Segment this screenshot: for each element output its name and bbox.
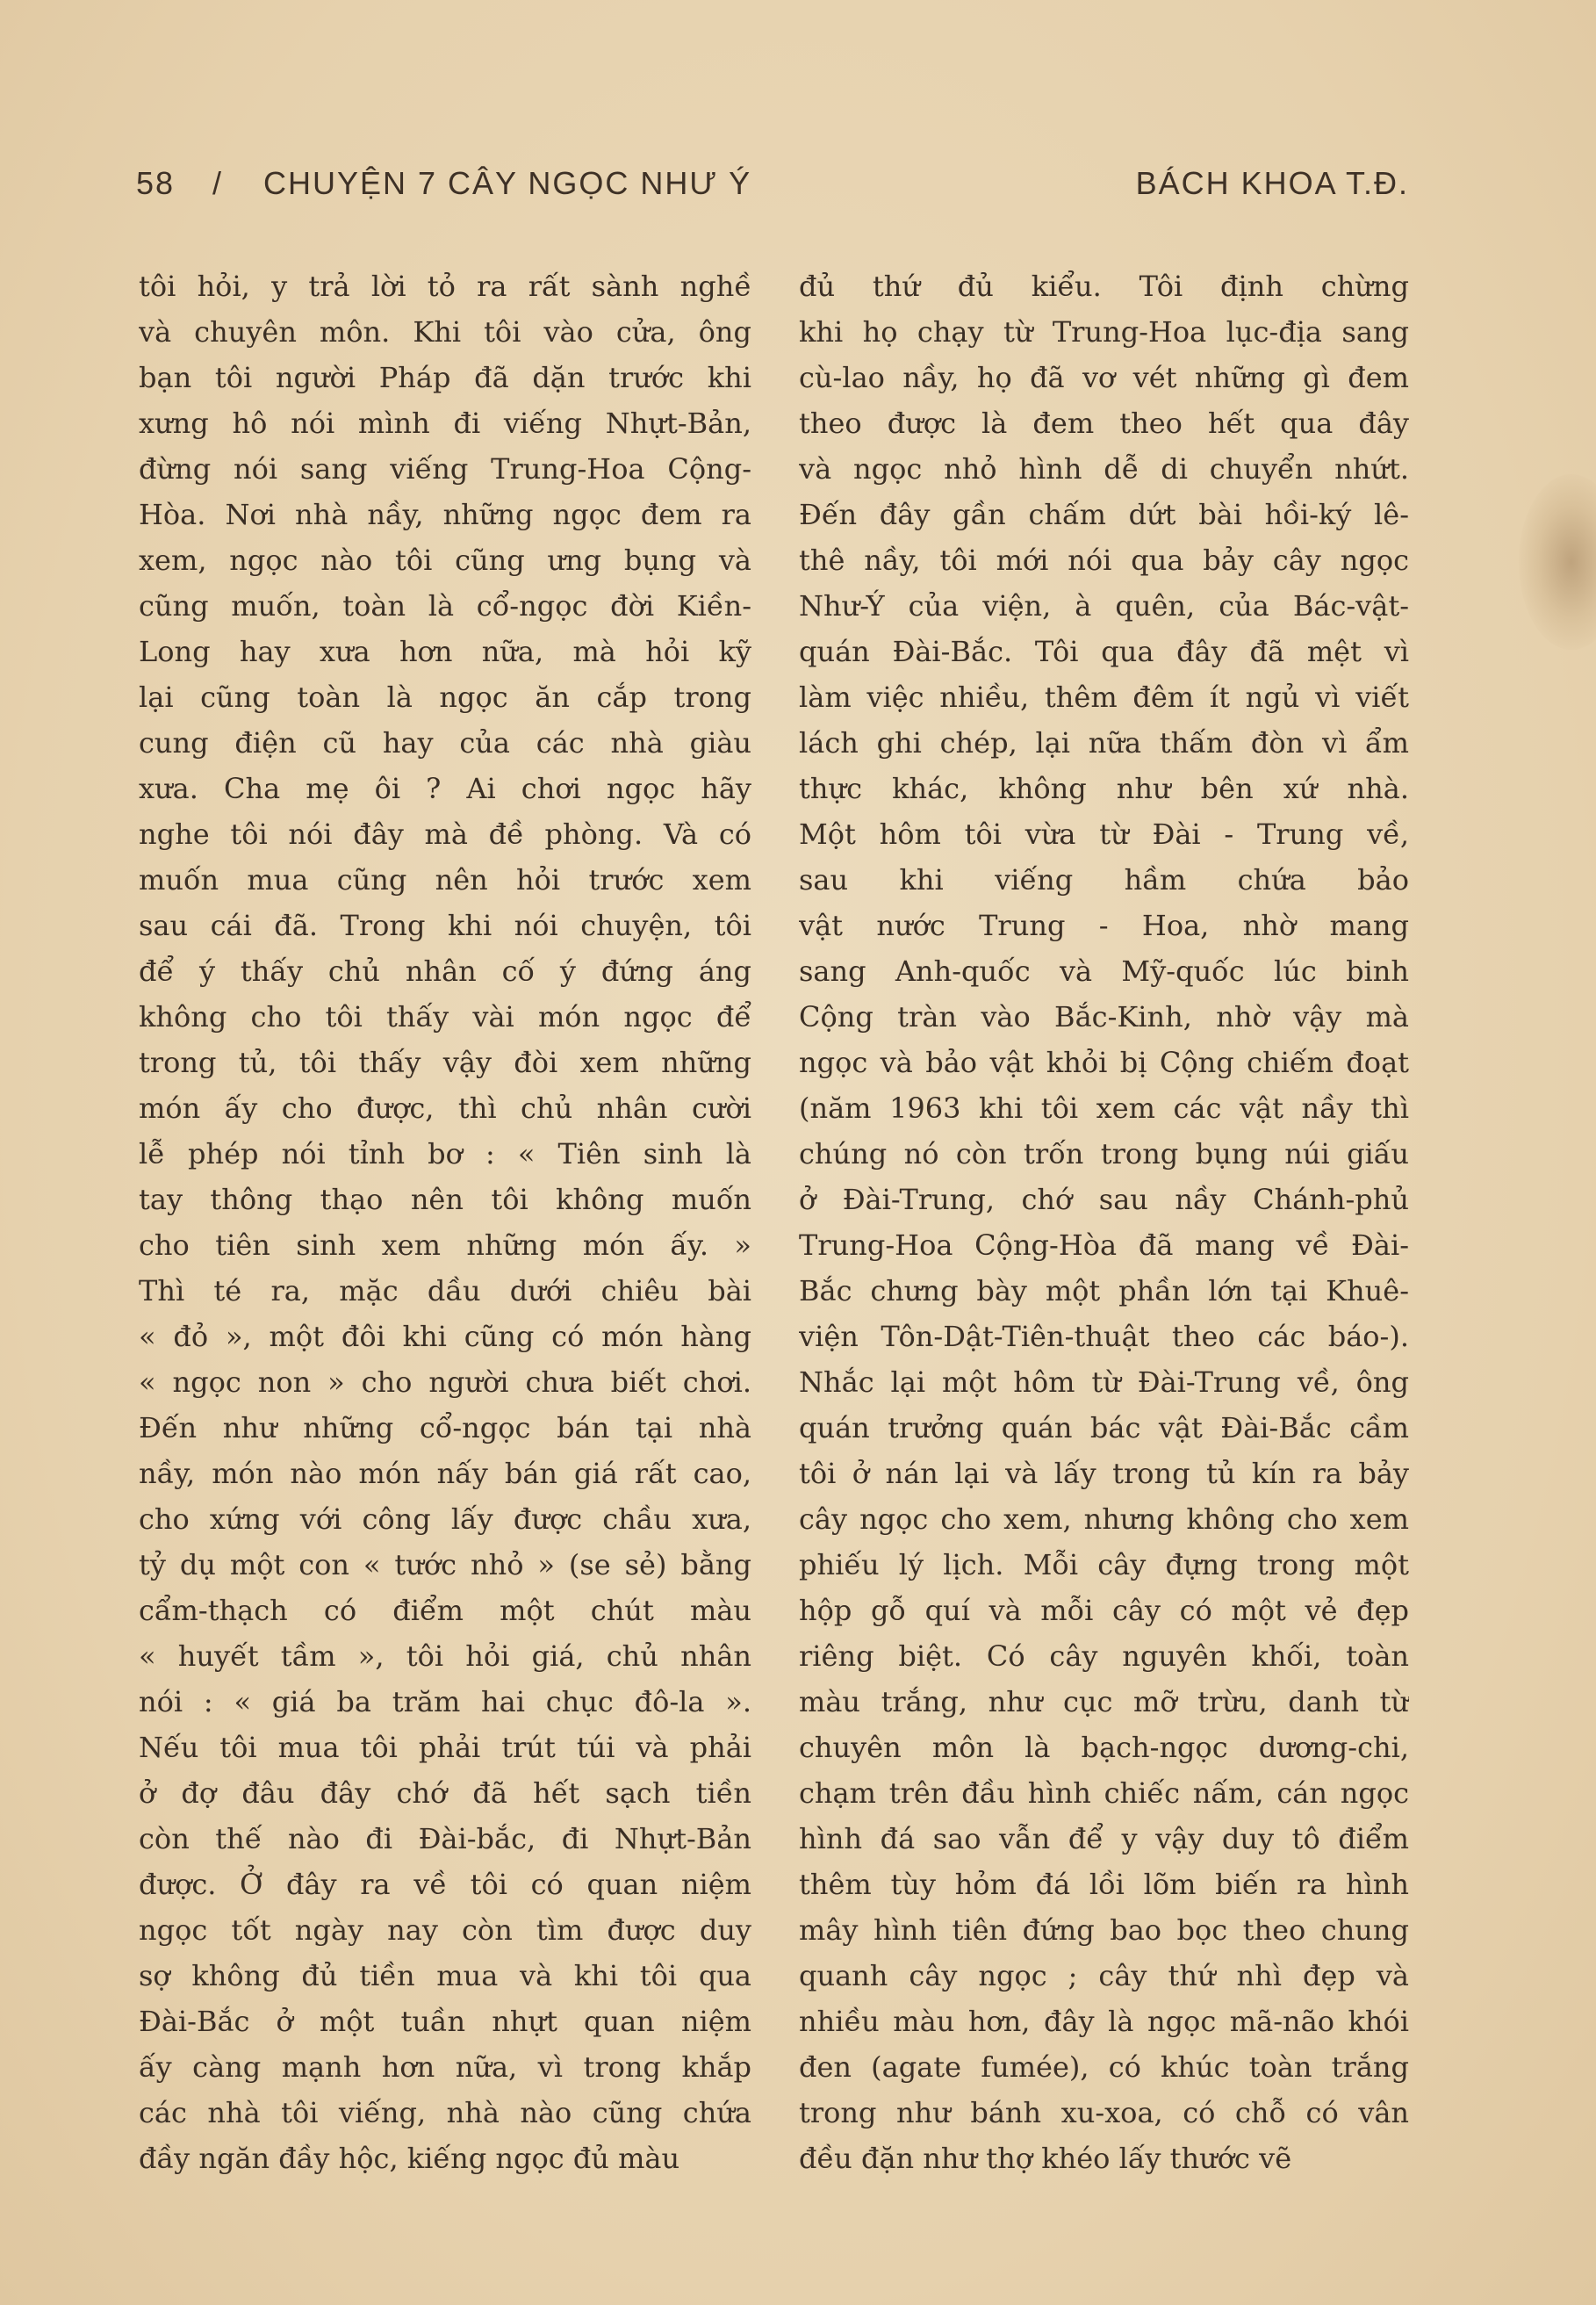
text-line: cung điện cũ hay của các nhà giàu	[139, 726, 751, 760]
text-line: màu trắng, như cục mỡ trừu, danh từ	[799, 1685, 1409, 1718]
text-line: Hòa. Nơi nhà nầy, những ngọc đem ra	[139, 498, 751, 531]
text-line: cù-lao nầy, họ đã vơ vét những gì đem	[799, 361, 1409, 394]
text-line: nghe tôi nói đây mà đề phòng. Và có	[139, 818, 751, 851]
text-line: và ngọc nhỏ hình dễ di chuyển nhứt.	[799, 452, 1409, 486]
text-line: vật nước Trung - Hoa, nhờ mang	[799, 909, 1409, 942]
text-line: không cho tôi thấy vài món ngọc để	[139, 1000, 751, 1034]
text-line: chúng nó còn trốn trong bụng núi giấu	[799, 1137, 1409, 1171]
text-line: mây hình tiên đứng bao bọc theo chung	[799, 1913, 1409, 1947]
left-column	[139, 263, 751, 2178]
text-line: các nhà tôi viếng, nhà nào cũng chứa	[139, 2096, 751, 2129]
text-line: ấy càng mạnh hơn nữa, vì trong khắp	[139, 2050, 751, 2084]
text-line: sợ không đủ tiền mua và khi tôi qua	[139, 1959, 751, 1992]
text-line: đầy ngăn đầy hộc, kiếng ngọc đủ màu	[139, 2142, 680, 2175]
text-line: Nhắc lại một hôm từ Đài-Trung về, ông	[799, 1365, 1409, 1399]
text-line: còn thế nào đi Đài-bắc, đi Nhựt-Bản	[139, 1822, 751, 1855]
text-line: nầy, món nào món nấy bán giá rất cao,	[139, 1457, 751, 1490]
text-line: món ấy cho được, thì chủ nhân cười	[139, 1091, 751, 1125]
text-line: lách ghi chép, lại nữa thấm đòn vì ẩm	[799, 726, 1409, 760]
text-line: thêm tùy hỏm đá lồi lõm biến ra hình	[799, 1868, 1409, 1901]
running-header	[136, 165, 1409, 209]
text-line: đừng nói sang viếng Trung-Hoa Cộng-	[139, 452, 751, 486]
text-line: được. Ở đây ra về tôi có quan niệm	[139, 1868, 751, 1901]
text-line: thê nầy, tôi mới nói qua bảy cây ngọc	[799, 544, 1409, 577]
text-line: cẩm-thạch có điểm một chút màu	[139, 1594, 751, 1627]
text-line: ở Đài-Trung, chớ sau nầy Chánh-phủ	[799, 1183, 1409, 1216]
text-line: và chuyên môn. Khi tôi vào cửa, ông	[139, 315, 751, 349]
text-line: khi họ chạy từ Trung-Hoa lục-địa sang	[799, 315, 1409, 349]
text-line: hộp gỗ quí và mỗi cây có một vẻ đẹp	[799, 1594, 1409, 1627]
text-line: muốn mua cũng nên hỏi trước xem	[139, 863, 751, 897]
text-line: trong như bánh xu-xoa, có chỗ có vân	[799, 2096, 1409, 2129]
text-line: (năm 1963 khi tôi xem các vật nầy thì	[799, 1091, 1409, 1125]
text-line: đủ thứ đủ kiểu. Tôi định chừng	[799, 270, 1409, 303]
text-line: chuyên môn là bạch-ngọc dương-chi,	[799, 1731, 1409, 1764]
text-line: trong tủ, tôi thấy vậy đòi xem những	[139, 1046, 751, 1079]
text-line: sau khi viếng hầm chứa bảo	[799, 863, 1409, 897]
text-line: Đến như những cổ-ngọc bán tại nhà	[139, 1411, 751, 1444]
text-line: thực khác, không như bên xứ nhà.	[799, 772, 1409, 805]
article-title: CHUYỆN 7 CÂY NGỌC NHƯ Ý	[263, 165, 752, 201]
publication-name: BÁCH KHOA T.Đ.	[1135, 165, 1409, 201]
text-line: « đỏ », một đôi khi cũng có món hàng	[139, 1320, 751, 1353]
text-line: Như-Ý của viện, à quên, của Bác-vật-	[799, 589, 1409, 623]
text-line: Thì té ra, mặc dầu dưới chiêu bài	[139, 1274, 751, 1307]
text-line: viện Tôn-Dật-Tiên-thuật theo các báo-).	[799, 1320, 1409, 1353]
text-line: lại cũng toàn là ngọc ăn cắp trong	[139, 681, 751, 714]
text-line: Một hôm tôi vừa từ Đài - Trung về,	[799, 818, 1409, 851]
text-line: bạn tôi người Pháp đã dặn trước khi	[139, 361, 751, 394]
text-line: Nếu tôi mua tôi phải trút túi và phải	[139, 1731, 751, 1764]
text-line: xưa. Cha mẹ ôi ? Ai chơi ngọc hãy	[139, 772, 751, 805]
text-line: chạm trên đầu hình chiếc nấm, cán ngọc	[799, 1776, 1409, 1810]
page-number: 58	[136, 165, 176, 201]
text-line: Đài-Bắc ở một tuần nhựt quan niệm	[139, 2005, 751, 2038]
text-line: nói : « giá ba trăm hai chục đô-la ».	[139, 1685, 751, 1718]
text-line: cây ngọc cho xem, nhưng không cho xem	[799, 1502, 1409, 1536]
text-line: nhiều màu hơn, đây là ngọc mã-não khói	[799, 2005, 1409, 2038]
text-line: xưng hô nói mình đi viếng Nhựt-Bản,	[139, 407, 751, 440]
text-line: ngọc tốt ngày nay còn tìm được duy	[139, 1913, 751, 1947]
text-line: quanh cây ngọc ; cây thứ nhì đẹp và	[799, 1959, 1409, 1992]
text-line: quán trưởng quán bác vật Đài-Bắc cầm	[799, 1411, 1409, 1444]
text-line: theo được là đem theo hết qua đây	[799, 407, 1409, 440]
text-line: Cộng tràn vào Bắc-Kinh, nhờ vậy mà	[799, 1000, 1409, 1034]
text-line: Trung-Hoa Cộng-Hòa đã mang về Đài-	[799, 1228, 1409, 1262]
text-line: lễ phép nói tỉnh bơ : « Tiên sinh là	[139, 1137, 751, 1171]
text-line: Bắc chưng bày một phần lớn tại Khuê-	[799, 1274, 1409, 1307]
text-line: Long hay xưa hơn nữa, mà hỏi kỹ	[139, 635, 751, 668]
text-line: sang Anh-quốc và Mỹ-quốc lúc binh	[799, 954, 1409, 988]
text-line: hình đá sao vẫn để y vậy duy tô điểm	[799, 1822, 1409, 1855]
text-line: tay thông thạo nên tôi không muốn	[139, 1183, 751, 1216]
text-line: « huyết tầm », tôi hỏi giá, chủ nhân	[139, 1639, 751, 1673]
text-line: ở đợ đâu đây chớ đã hết sạch tiền	[139, 1776, 751, 1810]
text-line: tỷ dụ một con « tước nhỏ » (se sẻ) bằng	[139, 1548, 751, 1581]
text-line: đều đặn như thợ khéo lấy thước vẽ	[799, 2142, 1292, 2175]
text-line: cho tiên sinh xem những món ấy. »	[139, 1228, 751, 1262]
text-line: tôi ở nán lại và lấy trong tủ kín ra bảy	[799, 1457, 1409, 1490]
text-line: ngọc và bảo vật khỏi bị Cộng chiếm đoạt	[799, 1046, 1409, 1079]
header-separator: /	[212, 165, 224, 201]
text-line: tôi hỏi, y trả lời tỏ ra rất sành nghề	[139, 270, 751, 303]
paper-stain	[1519, 474, 1596, 650]
text-line: làm việc nhiều, thêm đêm ít ngủ vì viết	[799, 681, 1409, 714]
right-column	[799, 263, 1409, 2178]
text-line: phiếu lý lịch. Mỗi cây đựng trong một	[799, 1548, 1409, 1581]
text-line: xem, ngọc nào tôi cũng ưng bụng và	[139, 544, 751, 577]
text-line: quán Đài-Bắc. Tôi qua đây đã mệt vì	[799, 635, 1409, 668]
text-line: cũng muốn, toàn là cổ-ngọc đời Kiền-	[139, 589, 751, 623]
text-line: « ngọc non » cho người chưa biết chơi.	[139, 1365, 751, 1399]
text-line: riêng biệt. Có cây nguyên khối, toàn	[799, 1639, 1409, 1673]
text-line: đen (agate fumée), có khúc toàn trắng	[799, 2050, 1409, 2084]
text-line: để ý thấy chủ nhân cố ý đứng áng	[139, 954, 751, 988]
text-line: Đến đây gần chấm dứt bài hồi-ký lê-	[799, 498, 1409, 531]
text-line: cho xứng với công lấy được chầu xưa,	[139, 1502, 751, 1536]
text-line: sau cái đã. Trong khi nói chuyện, tôi	[139, 909, 751, 942]
